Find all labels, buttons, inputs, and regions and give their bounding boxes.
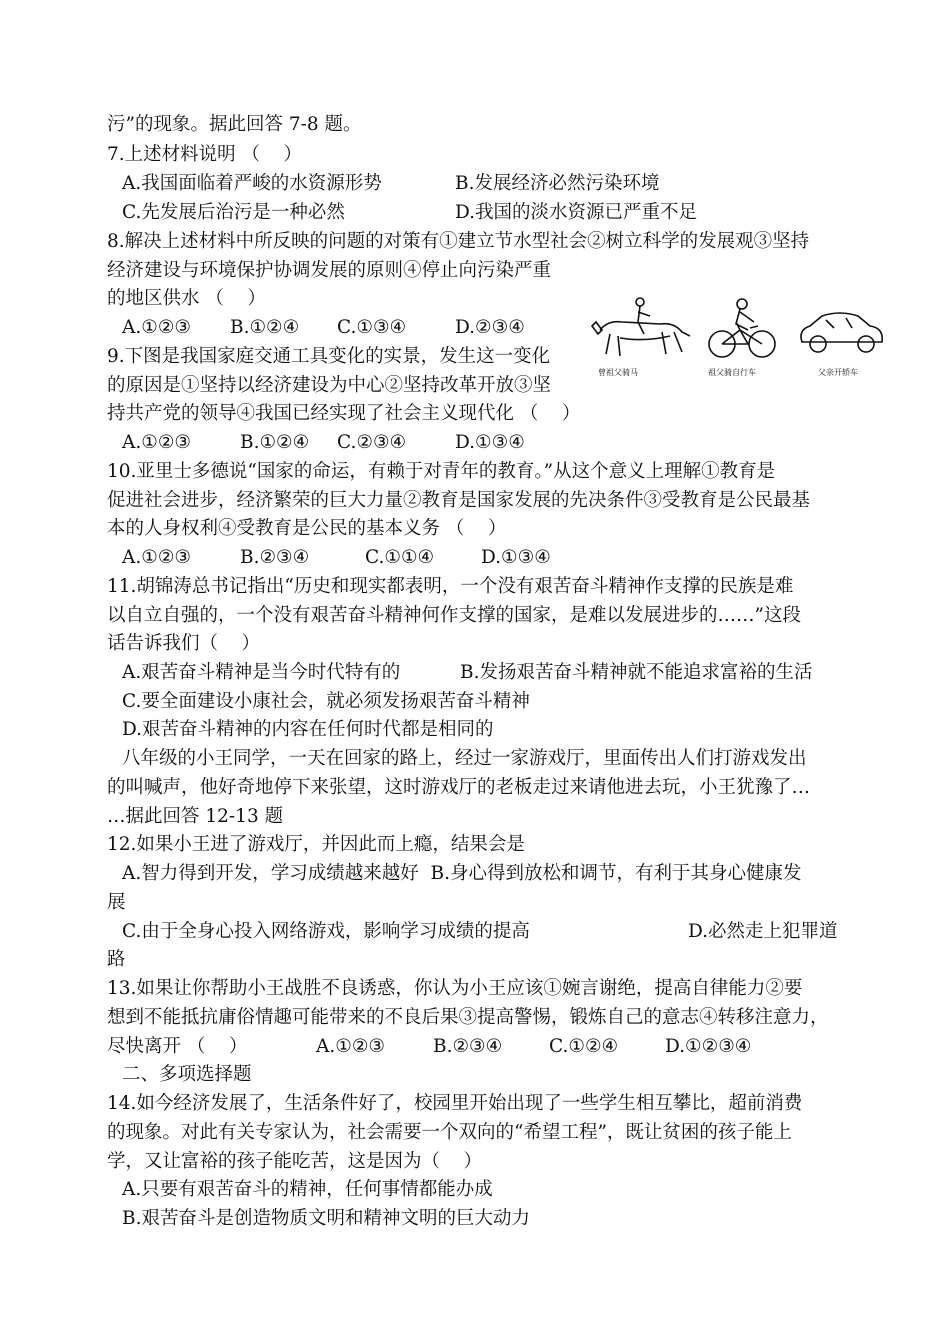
question-10-stem-line-1: 10.亚里士多德说“国家的命运，有赖于对青年的教育。”从这个意义上理解①教育是 bbox=[107, 461, 776, 482]
question-12-stem: 12.如果小王进了游戏厅，并因此而上瘾，结果会是 bbox=[107, 834, 525, 855]
question-9-stem-line-2: 的原因是①坚持以经济建设为中心②坚持改革开放③坚 bbox=[107, 375, 552, 396]
q10-option-c: C.①①④ bbox=[365, 547, 435, 568]
q11-option-c: C.要全面建设小康社会，就必须发扬艰苦奋斗精神 bbox=[122, 691, 530, 712]
q8-option-b: B.①②④ bbox=[230, 317, 300, 338]
figure-caption-father: 父亲开轿车 bbox=[818, 368, 858, 377]
figure-caption-great-grandfather: 曾祖父骑马 bbox=[598, 368, 638, 377]
figure-caption-grandfather: 祖父骑自行车 bbox=[708, 368, 756, 377]
bicycle-rider-drawing bbox=[709, 299, 775, 357]
q13-option-d: D.①②③④ bbox=[665, 1036, 752, 1057]
question-10-stem-line-2: 促进社会进步，经济繁荣的巨大力量②教育是国家发展的先决条件③受教育是公民最基 bbox=[107, 490, 811, 511]
material-12-13-line-3: …据此回答 12-13 题 bbox=[107, 806, 284, 827]
q10-option-d: D.①③④ bbox=[481, 547, 551, 568]
question-8-stem-line-1: 8.解决上述材料中所反映的问题的对策有①建立节水型社会②树立科学的发展观③坚持 bbox=[107, 231, 810, 252]
q13-option-b: B.②③④ bbox=[433, 1036, 503, 1057]
question-11-stem-line-2: 以自立自强的，一个没有艰苦奋斗精神何作支撑的国家，是难以发展进步的……”这段 bbox=[107, 605, 801, 626]
question-11-stem-line-1: 11.胡锦涛总书记指出“历史和现实都表明，一个没有艰苦奋斗精神作支撑的民族是难 bbox=[107, 576, 794, 597]
q10-option-a: A.①②③ bbox=[122, 547, 191, 568]
q12-option-d-tail: 路 bbox=[107, 949, 126, 970]
q7-option-d: D.我国的淡水资源已严重不足 bbox=[455, 202, 698, 223]
question-13-stem-line-2: 想到不能抵抗庸俗情趣可能带来的不良后果③提高警惕，锻炼自己的意志④转移注意力， bbox=[107, 1007, 829, 1028]
q13-option-a: A.①②③ bbox=[316, 1036, 385, 1057]
horse-rider-drawing bbox=[592, 298, 690, 356]
question-14-stem-line-1: 14.如今经济发展了，生活条件好了，校园里开始出现了一些学生相互攀比，超前消费 bbox=[107, 1093, 803, 1114]
q8-option-c: C.①③④ bbox=[337, 317, 407, 338]
section-2-title: 二、多项选择题 bbox=[122, 1064, 252, 1085]
question-8-stem-line-2: 经济建设与环境保护协调发展的原则④停止向污染严重 bbox=[107, 260, 552, 281]
question-9-stem-line-3: 持共产党的领导④我国已经实现了社会主义现代化 （ ） bbox=[107, 403, 581, 424]
q8-option-a: A.①②③ bbox=[122, 317, 191, 338]
q13-option-c: C.①②④ bbox=[549, 1036, 619, 1057]
q9-option-b: B.①②④ bbox=[240, 432, 310, 453]
q14-option-a: A.只要有艰苦奋斗的精神，任何事情都能办成 bbox=[122, 1179, 493, 1200]
q7-option-a: A.我国面临着严峻的水资源形势 bbox=[122, 173, 382, 194]
transport-evolution-figure bbox=[590, 292, 895, 384]
q12-options-line-2: 展 bbox=[107, 892, 126, 913]
material-12-13-line-2: 的叫喊声，他好奇地停下来张望，这时游戏厅的老板走过来请他进去玩，小王犹豫了… bbox=[107, 777, 811, 798]
question-13-stem-line-3: 尽快离开 （ ） bbox=[107, 1036, 248, 1057]
question-7-stem: 7.上述材料说明 （ ） bbox=[107, 144, 303, 165]
question-14-stem-line-3: 学，又让富裕的孩子能吃苦，这是因为（ ） bbox=[107, 1151, 483, 1172]
material-12-13-line-1: 八年级的小王同学，一天在回家的路上，经过一家游戏厅，里面传出人们打游戏发出 bbox=[122, 748, 807, 769]
q11-option-d: D.艰苦奋斗精神的内容在任何时代都是相同的 bbox=[122, 719, 494, 740]
question-10-stem-line-3: 本的人身权利④受教育是公民的基本义务 （ ） bbox=[107, 518, 507, 539]
q7-option-c: C.先发展后治污是一种必然 bbox=[122, 202, 345, 223]
question-14-stem-line-2: 的现象。对此有关专家认为，社会需要一个双向的“希望工程”，既让贫困的孩子能上 bbox=[107, 1122, 792, 1143]
q12-options-line-1: A.智力得到开发，学习成绩越来越好 B.身心得到放松和调节，有利于其身心健康发 bbox=[122, 863, 802, 884]
material-intro-tail: 污”的现象。据此回答 7-8 题。 bbox=[107, 114, 362, 135]
question-11-stem-line-3: 话告诉我们（ ） bbox=[107, 633, 261, 654]
q14-option-b: B.艰苦奋斗是创造物质文明和精神文明的巨大动力 bbox=[122, 1208, 530, 1229]
car-drawing bbox=[801, 313, 882, 352]
q12-option-c: C.由于全身心投入网络游戏，影响学习成绩的提高 bbox=[122, 921, 530, 942]
transport-illustration bbox=[590, 292, 895, 367]
q8-option-d: D.②③④ bbox=[455, 317, 525, 338]
q12-option-d: D.必然走上犯罪道 bbox=[688, 921, 838, 942]
question-9-stem-line-1: 9.下图是我国家庭交通工具变化的实景，发生这一变化 bbox=[107, 346, 551, 367]
q7-option-b: B.发展经济必然污染环境 bbox=[455, 173, 660, 194]
q11-option-a: A.艰苦奋斗精神是当今时代特有的 bbox=[122, 662, 401, 683]
q9-option-c: C.②③④ bbox=[337, 432, 407, 453]
q9-option-d: D.①③④ bbox=[455, 432, 525, 453]
q10-option-b: B.②③④ bbox=[240, 547, 310, 568]
question-13-stem-line-1: 13.如果让你帮助小王战胜不良诱惑，你认为小王应该①婉言谢绝，提高自律能力②要 bbox=[107, 978, 803, 999]
q11-option-b: B.发扬艰苦奋斗精神就不能追求富裕的生活 bbox=[460, 662, 813, 683]
question-8-stem-line-3: 的地区供水 （ ） bbox=[107, 288, 266, 309]
q9-option-a: A.①②③ bbox=[122, 432, 191, 453]
